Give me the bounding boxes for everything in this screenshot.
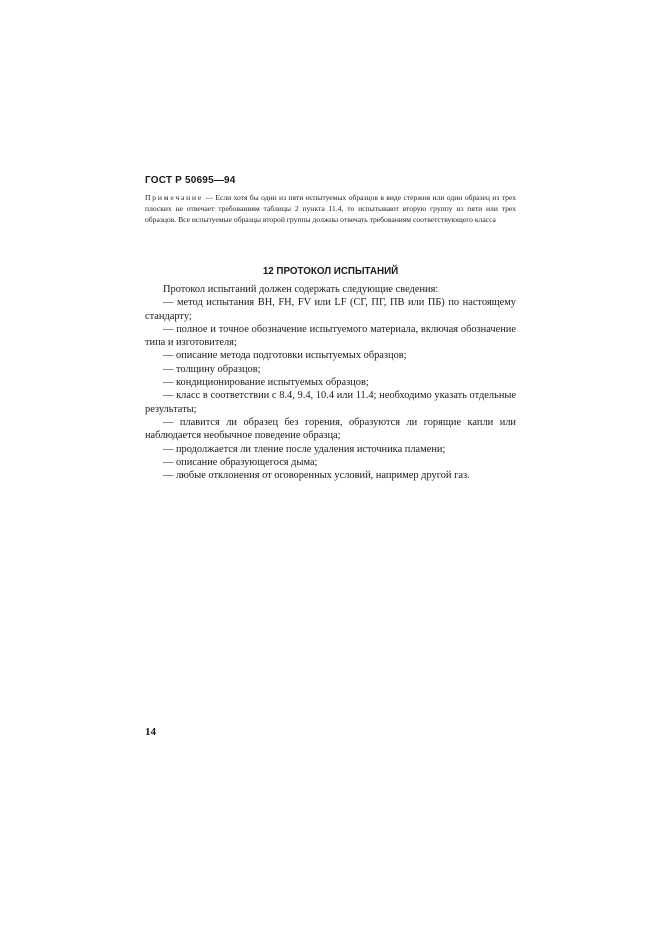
list-item: — плавится ли образец без горения, образуются ли горящие капли или наблюдается необычное поведение образца;: [145, 416, 516, 442]
list-item: — кондиционирование испытуемых образцов;: [163, 377, 369, 389]
page-number: 14: [145, 726, 156, 738]
list-item: — метод испытания ВН, FH, FV или LF (СГ, ПГ, ПВ или ПБ) по настоящему стандарту;: [145, 297, 516, 322]
document-header: ГОСТ Р 50695—94: [145, 175, 236, 186]
note-paragraph: [145, 192, 516, 225]
section-title: 12 ПРОТОКОЛ ИСПЫТАНИЙ: [262, 266, 399, 277]
list-item: — толщину образцов;: [163, 363, 261, 375]
section-body: [145, 283, 516, 482]
body-paragraph: Протокол испытаний должен содержать следующие сведения:: [163, 284, 439, 295]
list-item: — продолжается ли тление после удаления источника пламени;: [163, 443, 446, 455]
list-item: — класс в соответствии с 8.4, 9.4, 10.4 или 11.4; необходимо указать отдельные результаты;: [145, 390, 516, 415]
list-item: — полное и точное обозначение испытуемого материала, включая обозначение типа и изготовителя;: [145, 323, 516, 349]
list-item: — описание метода подготовки испытуемых образцов;: [163, 350, 407, 362]
list-item: — любые отклонения от оговоренных условий, например другой газ.: [163, 470, 470, 482]
note-text: — Если хотя бы один из пяти испытуемых образцов в виде стержня или один образец из трех плоских не отвечает требованиям таблицы 2 пункта 11.4, то испытывают вторую группу из пяти или трех образцов. Все испытуемые образцы второй группы должны отвечать требованиям соответствующего класса: [145, 193, 516, 224]
note-lead: Примечание: [145, 193, 204, 202]
list-item: — описание образующегося дыма;: [163, 456, 318, 468]
